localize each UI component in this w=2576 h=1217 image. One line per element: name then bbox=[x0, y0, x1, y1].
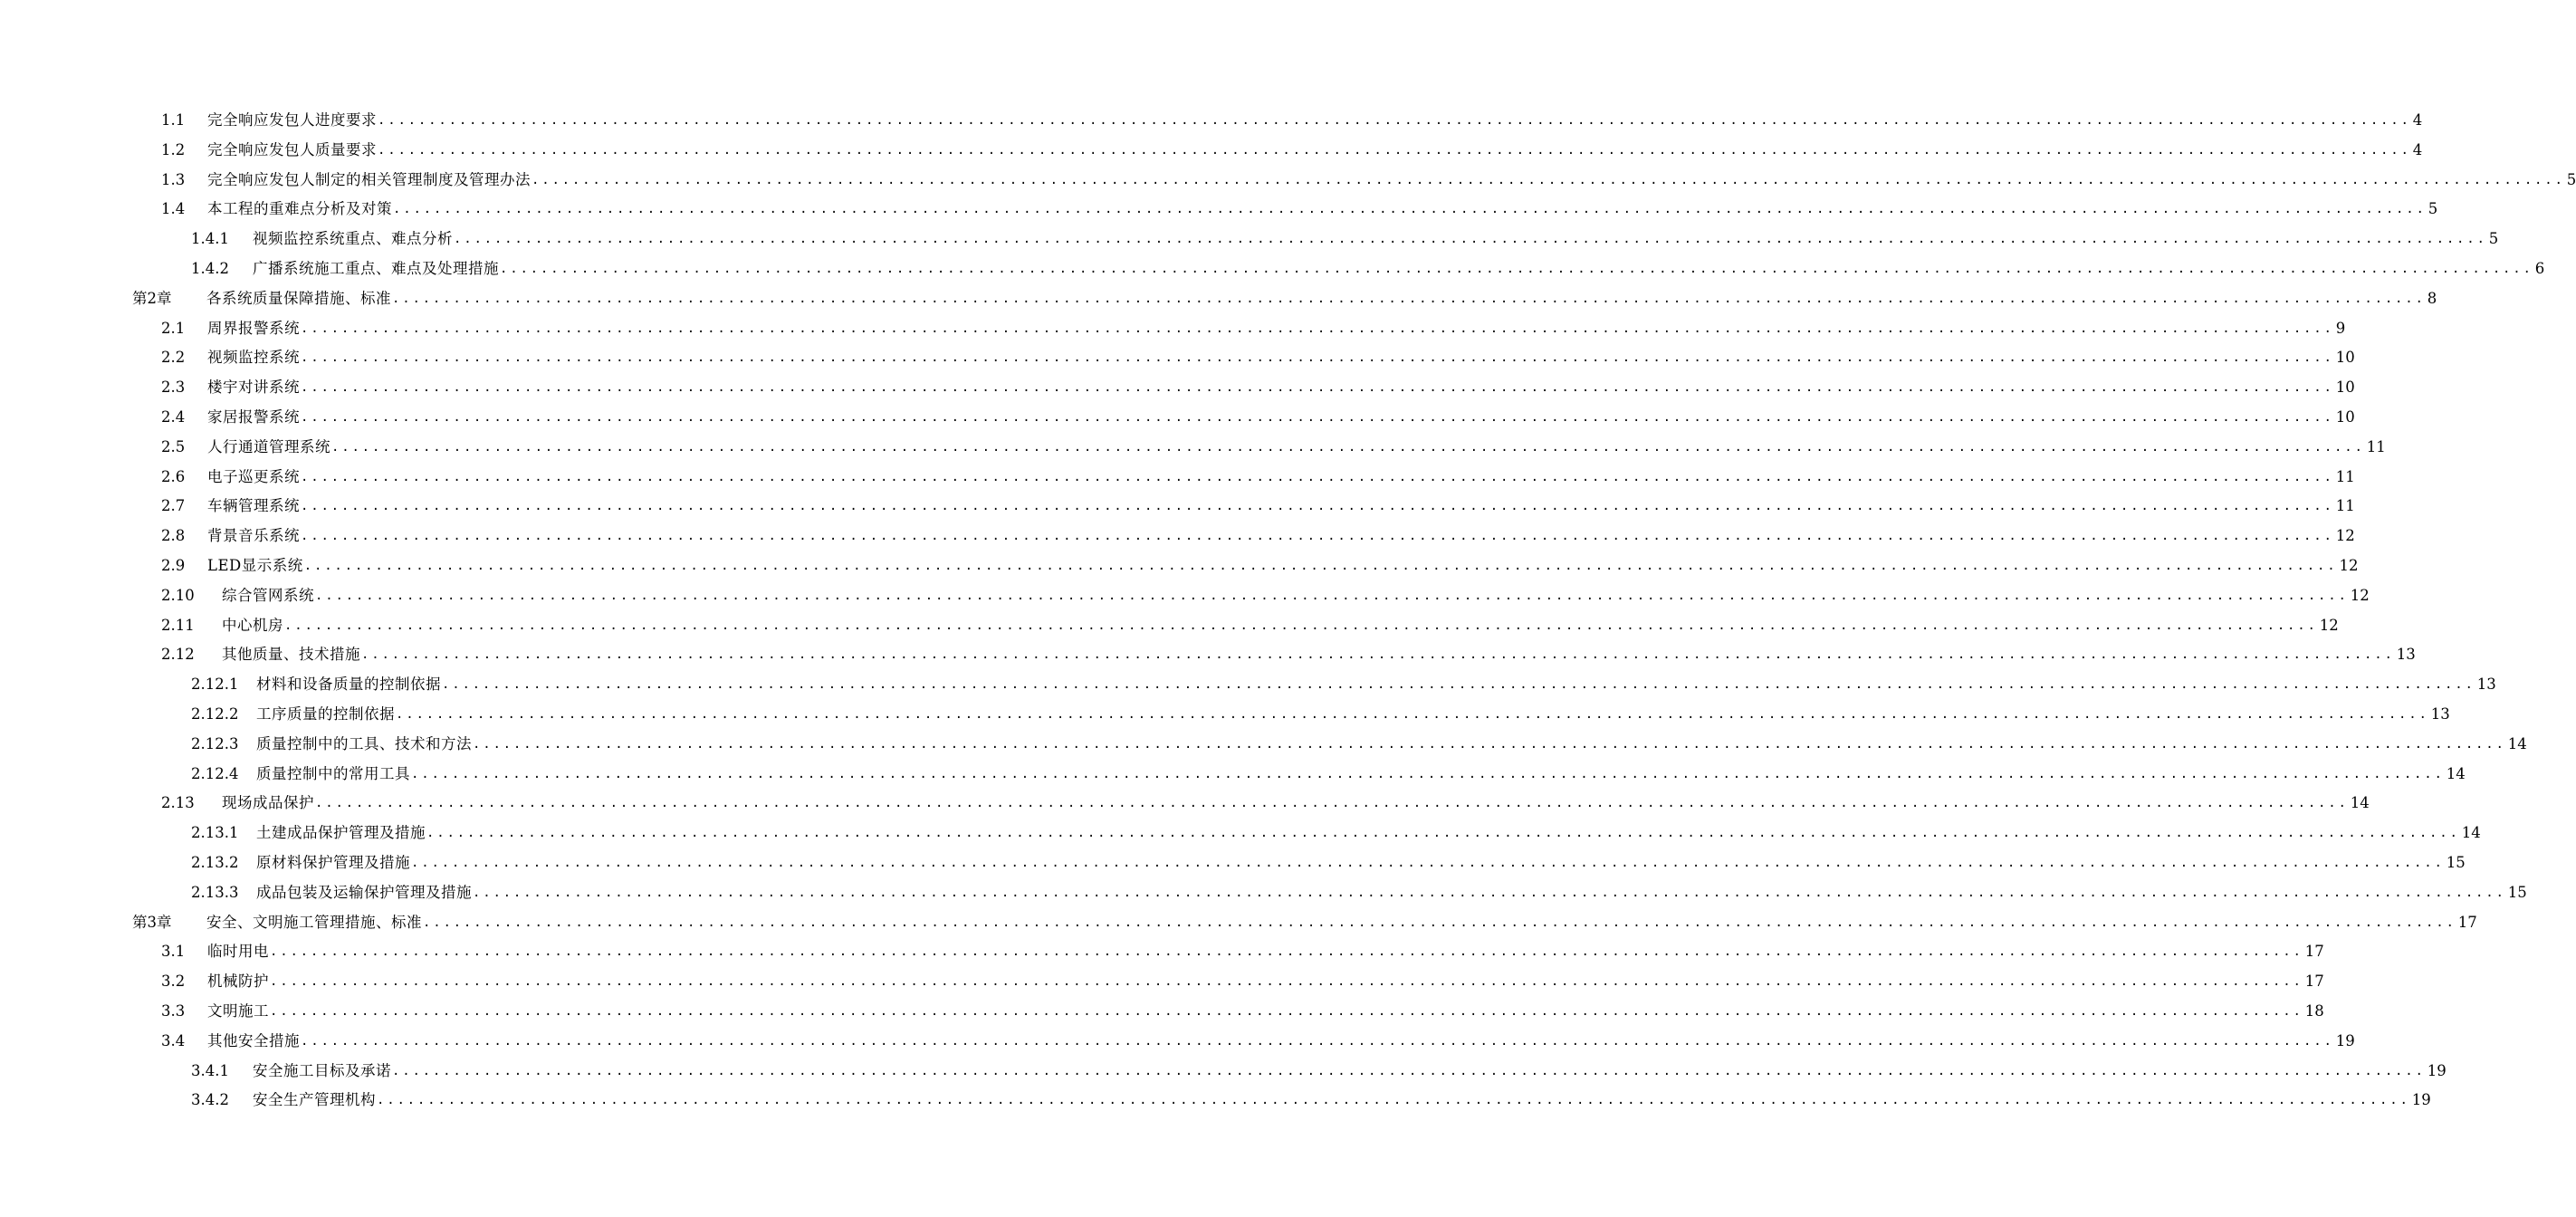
toc-entry-number: 2.13.3 bbox=[191, 883, 239, 901]
toc-entry[interactable] bbox=[161, 429, 2386, 456]
toc-entry-number: 1.4.2 bbox=[191, 260, 229, 277]
toc-entry-page: 5 bbox=[2488, 230, 2499, 248]
toc-entry-number: 第3章 bbox=[132, 913, 172, 931]
toc-entry[interactable] bbox=[161, 311, 2346, 338]
toc-entry[interactable] bbox=[161, 578, 2370, 605]
toc-entry-page: 14 bbox=[2350, 794, 2370, 812]
toc-entry[interactable] bbox=[161, 608, 2339, 635]
toc-entry-page: 13 bbox=[2476, 676, 2496, 694]
toc-entry-number: 3.2 bbox=[161, 973, 186, 991]
toc-entry-page: 11 bbox=[2335, 467, 2355, 485]
toc-entry-page: 6 bbox=[2534, 260, 2545, 277]
toc-entry-number: 1.2 bbox=[161, 140, 186, 158]
toc-entry-title: 土建成品保护管理及措施 bbox=[256, 824, 426, 842]
toc-entry-number: 2.12.4 bbox=[191, 764, 239, 782]
toc-entry-title: LED显示系统 bbox=[207, 557, 303, 574]
toc-dot-leader: ........................................................................................................................................................................................................ bbox=[393, 202, 2427, 217]
toc-entry-title: 综合管网系统 bbox=[222, 586, 314, 604]
toc-entry-number: 2.8 bbox=[161, 527, 186, 545]
toc-entry-number: 2.11 bbox=[161, 616, 195, 634]
toc-entry-title: 原材料保护管理及措施 bbox=[256, 854, 410, 871]
toc-dot-leader: ........................................................................................................................................................................................................ bbox=[378, 142, 2411, 158]
toc-entry[interactable] bbox=[132, 281, 2437, 308]
toc-entry-title: 文明施工 bbox=[207, 1002, 269, 1020]
toc-entry[interactable] bbox=[191, 666, 2496, 694]
toc-entry-number: 2.3 bbox=[161, 379, 186, 397]
toc-entry-title: 临时用电 bbox=[207, 943, 269, 961]
toc-entry[interactable] bbox=[132, 905, 2477, 932]
toc-entry-title: 完全响应发包人进度要求 bbox=[207, 111, 377, 129]
toc-dot-leader: ........................................................................................................................................................................................................ bbox=[331, 439, 2365, 455]
toc-entry-title: 周界报警系统 bbox=[207, 319, 300, 337]
toc-entry[interactable] bbox=[191, 1082, 2431, 1109]
toc-entry-number: 2.13 bbox=[161, 794, 195, 812]
toc-entry-title: 机械防护 bbox=[207, 973, 269, 991]
toc-dot-leader: ........................................................................................................................................................................................................ bbox=[454, 232, 2487, 247]
toc-entry[interactable] bbox=[161, 459, 2355, 486]
toc-entry[interactable] bbox=[161, 488, 2355, 515]
toc-entry-title: 背景音乐系统 bbox=[207, 527, 300, 545]
toc-entry-title: 电子巡更系统 bbox=[207, 467, 300, 485]
toc-dot-leader: ........................................................................................................................................................................................................ bbox=[284, 618, 2318, 633]
toc-entry-number: 1.4 bbox=[161, 200, 186, 218]
toc-entry-title: 中心机房 bbox=[222, 616, 283, 634]
toc-entry[interactable] bbox=[161, 162, 2576, 189]
toc-entry-page: 12 bbox=[2339, 557, 2359, 574]
toc-entry[interactable] bbox=[161, 132, 2423, 159]
toc-entry-number: 2.9 bbox=[161, 557, 186, 574]
toc-entry-number: 2.12 bbox=[161, 646, 195, 664]
toc-entry-number: 3.4.2 bbox=[191, 1091, 229, 1109]
toc-dot-leader: ........................................................................................................................................................................................................ bbox=[361, 647, 2395, 663]
toc-entry-number: 2.2 bbox=[161, 349, 186, 367]
toc-entry[interactable] bbox=[161, 963, 2324, 991]
toc-entry[interactable] bbox=[161, 934, 2324, 961]
toc-entry-page: 11 bbox=[2366, 437, 2386, 455]
toc-entry[interactable] bbox=[161, 340, 2355, 367]
toc-entry-title: 安全、文明施工管理措施、标准 bbox=[206, 913, 422, 931]
toc-entry[interactable] bbox=[161, 785, 2370, 812]
toc-entry-page: 5 bbox=[2428, 200, 2438, 218]
toc-entry-number: 1.1 bbox=[161, 111, 186, 129]
toc-entry-title: 人行通道管理系统 bbox=[207, 437, 330, 455]
toc-entry-page: 12 bbox=[2335, 527, 2355, 545]
toc-entry-page: 4 bbox=[2412, 111, 2423, 129]
toc-entry-page: 10 bbox=[2335, 408, 2355, 426]
toc-entry-title: 成品包装及运输保护管理及措施 bbox=[256, 883, 472, 901]
toc-entry-number: 2.12.3 bbox=[191, 734, 239, 752]
toc-dot-leader: ........................................................................................................................................................................................................ bbox=[396, 707, 2429, 722]
toc-dot-leader: ........................................................................................................................................................................................................ bbox=[301, 469, 2334, 484]
toc-entry[interactable] bbox=[161, 102, 2423, 129]
toc-entry[interactable] bbox=[191, 696, 2450, 723]
toc-entry-title: 其他质量、技术措施 bbox=[222, 646, 360, 664]
toc-entry-title: 质量控制中的常用工具 bbox=[256, 764, 410, 782]
toc-entry-page: 13 bbox=[2430, 705, 2450, 723]
toc-entry-number: 3.4 bbox=[161, 1031, 186, 1049]
toc-entry-title: 广播系统施工重点、难点及处理措施 bbox=[253, 260, 499, 277]
toc-entry-page: 8 bbox=[2427, 289, 2437, 307]
toc-entry-page: 19 bbox=[2427, 1061, 2447, 1079]
toc-entry[interactable] bbox=[161, 548, 2359, 575]
toc-entry[interactable] bbox=[191, 875, 2527, 902]
toc-entry[interactable] bbox=[161, 637, 2416, 664]
toc-entry[interactable] bbox=[161, 399, 2355, 426]
toc-entry-page: 15 bbox=[2446, 854, 2466, 871]
toc-entry-page: 10 bbox=[2335, 349, 2355, 367]
toc-dot-leader: ........................................................................................................................................................................................................ bbox=[270, 944, 2303, 960]
toc-entry-title: 工序质量的控制依据 bbox=[256, 705, 395, 723]
toc-entry-page: 17 bbox=[2304, 973, 2324, 991]
toc-dot-leader: ........................................................................................................................................................................................................ bbox=[411, 856, 2445, 870]
toc-entry-number: 2.7 bbox=[161, 497, 186, 515]
toc-entry[interactable] bbox=[161, 518, 2355, 545]
toc-entry[interactable] bbox=[161, 993, 2324, 1021]
toc-entry-number: 2.13.1 bbox=[191, 824, 239, 842]
toc-entry[interactable] bbox=[191, 815, 2481, 842]
toc-entry-title: 视频监控系统 bbox=[207, 349, 300, 367]
toc-entry-page: 14 bbox=[2507, 734, 2527, 752]
toc-entry-title: 家居报警系统 bbox=[207, 408, 300, 426]
toc-entry-number: 第2章 bbox=[132, 289, 172, 307]
toc-entry-page: 14 bbox=[2446, 764, 2466, 782]
toc-dot-leader: ........................................................................................................................................................................................................ bbox=[315, 796, 2349, 811]
toc-entry-title: 材料和设备质量的控制依据 bbox=[256, 676, 441, 694]
toc-dot-leader: ........................................................................................................................................................................................................ bbox=[301, 380, 2334, 396]
toc-entry[interactable] bbox=[191, 845, 2466, 872]
toc-dot-leader: ........................................................................................................................................................................................................ bbox=[411, 766, 2445, 781]
toc-entry-title: 本工程的重难点分析及对策 bbox=[207, 200, 392, 218]
toc-entry-number: 2.5 bbox=[161, 437, 186, 455]
toc-entry-title: 各系统质量保障措施、标准 bbox=[206, 289, 391, 307]
toc-dot-leader: ........................................................................................................................................................................................................ bbox=[500, 262, 2533, 276]
toc-dot-leader: ........................................................................................................................................................................................................ bbox=[315, 588, 2349, 603]
toc-dot-leader: ........................................................................................................................................................................................................ bbox=[378, 113, 2411, 128]
toc-entry-title: 视频监控系统重点、难点分析 bbox=[253, 230, 453, 248]
toc-entry-number: 2.6 bbox=[161, 467, 186, 485]
toc-entry[interactable] bbox=[191, 251, 2545, 278]
toc-entry-number: 2.1 bbox=[161, 319, 186, 337]
toc-entry[interactable] bbox=[191, 1053, 2447, 1080]
toc-entry-number: 2.10 bbox=[161, 586, 195, 604]
toc-dot-leader: ........................................................................................................................................................................................................ bbox=[301, 499, 2334, 514]
toc-dot-leader: ........................................................................................................................................................................................................ bbox=[531, 172, 2565, 187]
toc-dot-leader: ........................................................................................................................................................................................................ bbox=[392, 1063, 2426, 1078]
toc-dot-leader: ........................................................................................................................................................................................................ bbox=[377, 1093, 2410, 1108]
toc-entry-page: 19 bbox=[2335, 1031, 2355, 1049]
toc-dot-leader: ........................................................................................................................................................................................................ bbox=[301, 529, 2334, 544]
toc-entry-page: 17 bbox=[2457, 913, 2477, 931]
toc-entry-page: 9 bbox=[2335, 319, 2346, 337]
toc-entry-title: 现场成品保护 bbox=[222, 794, 314, 812]
toc-entry-page: 12 bbox=[2319, 616, 2339, 634]
toc-entry[interactable] bbox=[191, 756, 2466, 783]
toc-dot-leader: ........................................................................................................................................................................................................ bbox=[301, 1033, 2334, 1049]
toc-entry[interactable] bbox=[191, 726, 2527, 753]
toc-entry-page: 4 bbox=[2412, 140, 2423, 158]
toc-entry-title: 质量控制中的工具、技术和方法 bbox=[256, 734, 472, 752]
toc-dot-leader: ........................................................................................................................................................................................................ bbox=[301, 321, 2334, 336]
toc-entry-page: 14 bbox=[2461, 824, 2481, 842]
toc-entry[interactable] bbox=[161, 369, 2355, 397]
toc-entry-number: 1.3 bbox=[161, 170, 186, 188]
toc-entry-number: 3.1 bbox=[161, 943, 186, 961]
toc-entry-title: 安全施工目标及承诺 bbox=[253, 1061, 391, 1079]
toc-entry-title: 完全响应发包人质量要求 bbox=[207, 140, 377, 158]
toc-entry-number: 1.4.1 bbox=[191, 230, 229, 248]
toc-entry-page: 11 bbox=[2335, 497, 2355, 515]
toc-entry-page: 18 bbox=[2304, 1002, 2324, 1020]
toc-entry-title: 安全生产管理机构 bbox=[253, 1091, 376, 1109]
toc-dot-leader: ........................................................................................................................................................................................................ bbox=[423, 915, 2456, 930]
toc-entry-number: 2.4 bbox=[161, 408, 186, 426]
toc-dot-leader: ........................................................................................................................................................................................................ bbox=[442, 677, 2475, 693]
toc-dot-leader: ........................................................................................................................................................................................................ bbox=[301, 410, 2334, 425]
toc-entry-title: 其他安全措施 bbox=[207, 1031, 300, 1049]
toc-dot-leader: ........................................................................................................................................................................................................ bbox=[301, 350, 2334, 366]
toc-entry-title: 楼宇对讲系统 bbox=[207, 379, 300, 397]
toc-entry-number: 3.4.1 bbox=[191, 1061, 229, 1079]
toc-entry-number: 2.12.2 bbox=[191, 705, 239, 723]
toc-entry[interactable] bbox=[161, 1023, 2355, 1050]
toc-dot-leader: ........................................................................................................................................................................................................ bbox=[303, 559, 2338, 573]
toc-entry-title: 车辆管理系统 bbox=[207, 497, 300, 515]
toc-dot-leader: ........................................................................................................................................................................................................ bbox=[270, 974, 2303, 990]
toc-entry-title: 完全响应发包人制定的相关管理制度及管理办法 bbox=[207, 170, 531, 188]
toc-dot-leader: ........................................................................................................................................................................................................ bbox=[473, 885, 2506, 900]
toc-entry-page: 12 bbox=[2350, 586, 2370, 604]
toc-dot-leader: ........................................................................................................................................................................................................ bbox=[426, 826, 2460, 841]
toc-entry-number: 3.3 bbox=[161, 1002, 186, 1020]
toc-entry-page: 10 bbox=[2335, 379, 2355, 397]
toc-entry-page: 13 bbox=[2396, 646, 2416, 664]
toc-entry[interactable] bbox=[191, 221, 2499, 248]
toc-dot-leader: ........................................................................................................................................................................................................ bbox=[270, 1004, 2303, 1019]
toc-entry-number: 2.12.1 bbox=[191, 676, 239, 694]
toc-entry-number: 2.13.2 bbox=[191, 854, 239, 871]
toc-entry-page: 17 bbox=[2304, 943, 2324, 961]
toc-entry-page: 15 bbox=[2507, 883, 2527, 901]
toc-entry-page: 5 bbox=[2566, 170, 2576, 188]
toc-entry-page: 19 bbox=[2411, 1091, 2431, 1109]
toc-entry[interactable] bbox=[161, 191, 2438, 218]
toc-dot-leader: ........................................................................................................................................................................................................ bbox=[473, 736, 2506, 752]
toc-dot-leader: ........................................................................................................................................................................................................ bbox=[392, 291, 2426, 306]
